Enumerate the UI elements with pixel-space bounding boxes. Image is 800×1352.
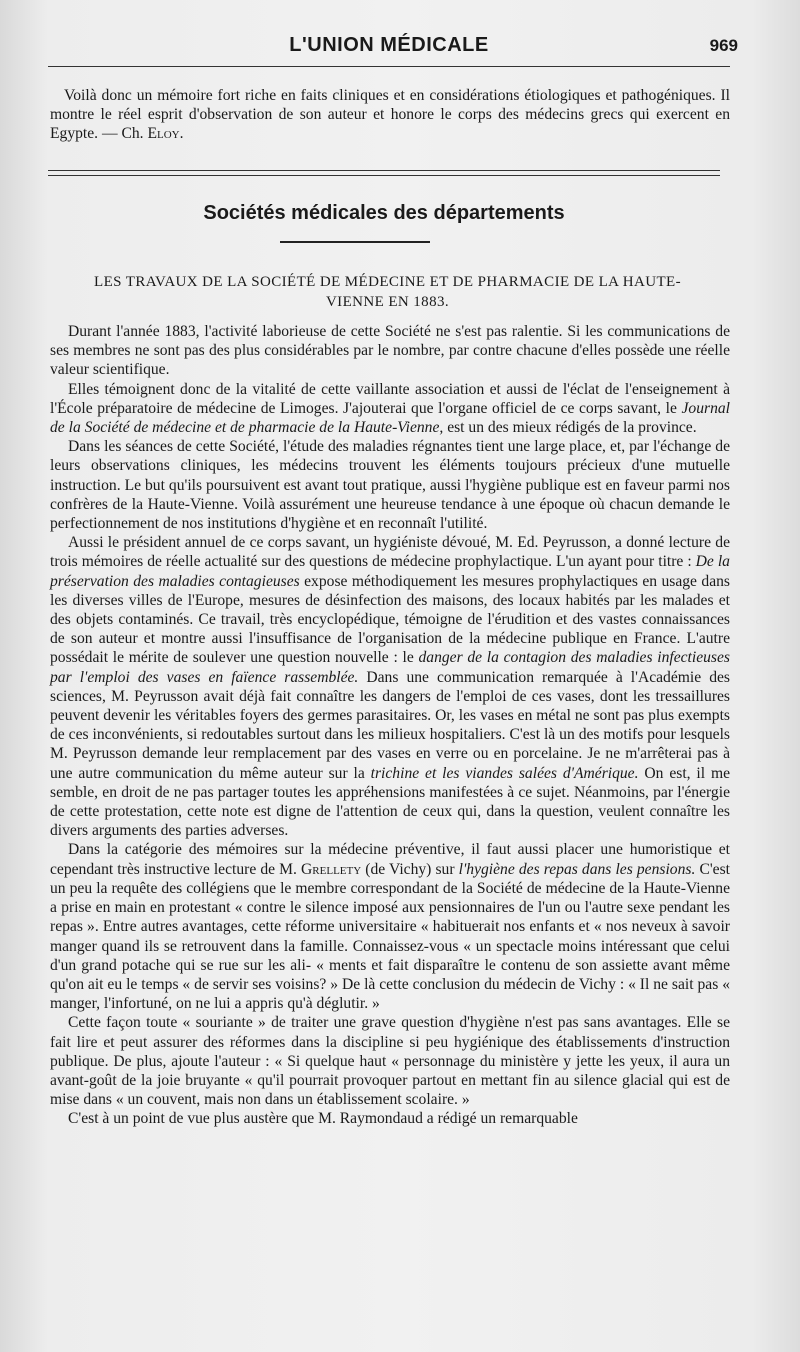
paragraph-text: (de Vichy) sur [361, 860, 459, 878]
paragraph-text: est un des mieux rédigés de la province. [443, 419, 697, 437]
title-underline [280, 241, 430, 243]
journal-name: Journal de la Société de médecine et de pharmacie de la Haute-Vienne, [50, 399, 730, 437]
page-number: 969 [709, 36, 738, 55]
paragraph-text: Aussi le président annuel de ce corps savant, un hygiéniste dévoué, M. Ed. Peyrusson, a donné lecture de trois mémoires de réelle actualité sur des questions de médecine prophylactique. L'un ayant pour titre : [50, 534, 730, 571]
running-header [48, 34, 738, 64]
paragraph-text: Dans la catégorie des mémoires sur la médecine préventive, il faut aussi placer une humoristique et cependant très instructive lecture de M. [50, 841, 730, 878]
paragraph-text: Elles témoignent donc de la vitalité de cette vaillante association et aussi de l'éclat de l'enseignement à l'École préparatoire de médecine de Limoges. J'ajouterai que l'organe officiel de ce corps savant, le [50, 380, 730, 417]
journal-title: L'UNION MÉDICALE [289, 34, 489, 56]
intro-paragraph [50, 86, 730, 144]
paragraph [50, 380, 730, 438]
section-divider [48, 170, 720, 176]
paragraph-text: Dans une communication remarquée à l'Académie des sciences, M. Peyrusson avait déjà fait connaître les dangers de l'emploi de ces vases, dont les tressaillures peuvent devenir les véritables foyers des germes parasitaires. Or, les vases en métal ne sont pas plus exempts de ces inconvénients, si redoutables surtout dans les milieux hospitaliers. C'est là un des motifs pour lesquels M. Peyrusson demande leur remplacement par des vases en verre ou en porcelaine. Je ne m'arrêterai pas à une autre communication du même auteur sur la [50, 668, 730, 782]
memoir-title: danger de la contagion des maladies infectieuses par l'emploi des vases en faïence rassemblée. [50, 649, 730, 686]
header-rule [48, 66, 730, 67]
memoir-title: De la préservation des maladies contagieuses [50, 553, 730, 590]
intro-author: Eloy. [147, 125, 184, 143]
paragraph [50, 533, 730, 840]
intro-text: Voilà donc un mémoire fort riche en faits cliniques et en considérations étiologiques et pathogéniques. Il montre le réel esprit d'observation de son auteur et honore le corps des médecins grecs qui exercent en Egypte. — Ch. [50, 87, 730, 143]
section-title: Sociétés médicales des départements [203, 202, 565, 224]
paragraph-text: C'est un peu la requête des collégiens que le membre correspondant de la Société de médecine de la Haute-Vienne a prise en main en protestant « contre le silence imposé aux pensionnaires de l'un ou l'autre sexe pendant les repas ». Entre autres avantages, cette réforme universitaire « habituerait nos enfants et « nos neveux à savoir manger quand ils se retrouvent dans la famille. Connaissez-vous « un spectacle moins intéressant que celui d'un grand potache qui se rue sur les ali- « ments et fait disparaître le contenu de son assiette avant même qu'on ait eu le temps « de servir ses voisins? » De là cette conclusion du médecin de Vichy : « Il ne sait pas « manger, l'infortuné, on ne lui a appris qu'à déglutir. » [50, 860, 731, 1013]
author-name: Grellety [301, 860, 362, 878]
paragraph: Cette façon toute « souriante » de traiter une grave question d'hygiène n'est pas sans avantages. Elle se fait lire et peut assurer des réformes dans la discipline si peu hygiénique des établissements d'instruction publique. De plus, ajoute l'auteur : « Si quelque haut « personnage du ministère y jette les yeux, il aura un avant-goût de la joie bruyante « qu'il pourrait provoquer partout en mettant fin au silence glacial qui est de mise dans « un couvent, mais non dans un établissement scolaire. » [50, 1014, 730, 1109]
memoir-title: l'hygiène des repas dans les pensions. [458, 860, 696, 878]
article-body [50, 322, 730, 1129]
paragraph-text: On est, il me semble, en droit de ne pas partager toutes les appréhensions manifestées à ce sujet. Néanmoins, par l'énergie de cette protestation, cette note est digne de l'attention de ceux qui, dans la question, veulent connaître les divers arguments des parties adverses. [50, 764, 731, 840]
paragraph-text: expose méthodiquement les mesures prophylactiques en usage dans les diverses villes de l'Europe, mesures de désinfection des maisons, des locaux habités par les malades et des objets contaminés. Ce travail, très encyclopédique, témoigne de l'érudition et des vastes connaissances de son auteur et montre aussi l'insuffisance de l'organisation de la médecine publique en France. L'autre possédait le mérite de soulever une question nouvelle : le [50, 572, 730, 667]
article-subtitle: LES TRAVAUX DE LA SOCIÉTÉ DE MÉDECINE ET DE PHARMACIE DE LA HAUTE-VIENNE EN 1883. [94, 274, 681, 310]
paragraph: C'est à un point de vue plus austère que M. Raymondaud a rédigé un remarquable [68, 1110, 578, 1128]
memoir-title: trichine et les viandes salées d'Amérique. [370, 764, 639, 782]
paragraph: Dans les séances de cette Société, l'étude des maladies régnantes tient une large place, et, par l'échange de leurs observations cliniques, les médecins trouvent les éléments toujours précieux d'une mutuelle instruction. Le but qu'ils poursuivent est avant tout pratique, aussi l'hygiène publique est en faveur parmi nos confrères de la Haute-Vienne. Voilà assurément une heureuse tendance à une époque où chacun demande le perfectionnement de nos institutions d'hygiène et en reconnaît l'utilité. [50, 438, 730, 533]
paragraph: Durant l'année 1883, l'activité laborieuse de cette Société ne s'est pas ralentie. Si les communications de ses membres ne sont pas des plus considérables par le nombre, par contre chacune d'elles possède une réelle valeur scientifique. [50, 323, 730, 379]
paragraph [50, 840, 730, 1013]
